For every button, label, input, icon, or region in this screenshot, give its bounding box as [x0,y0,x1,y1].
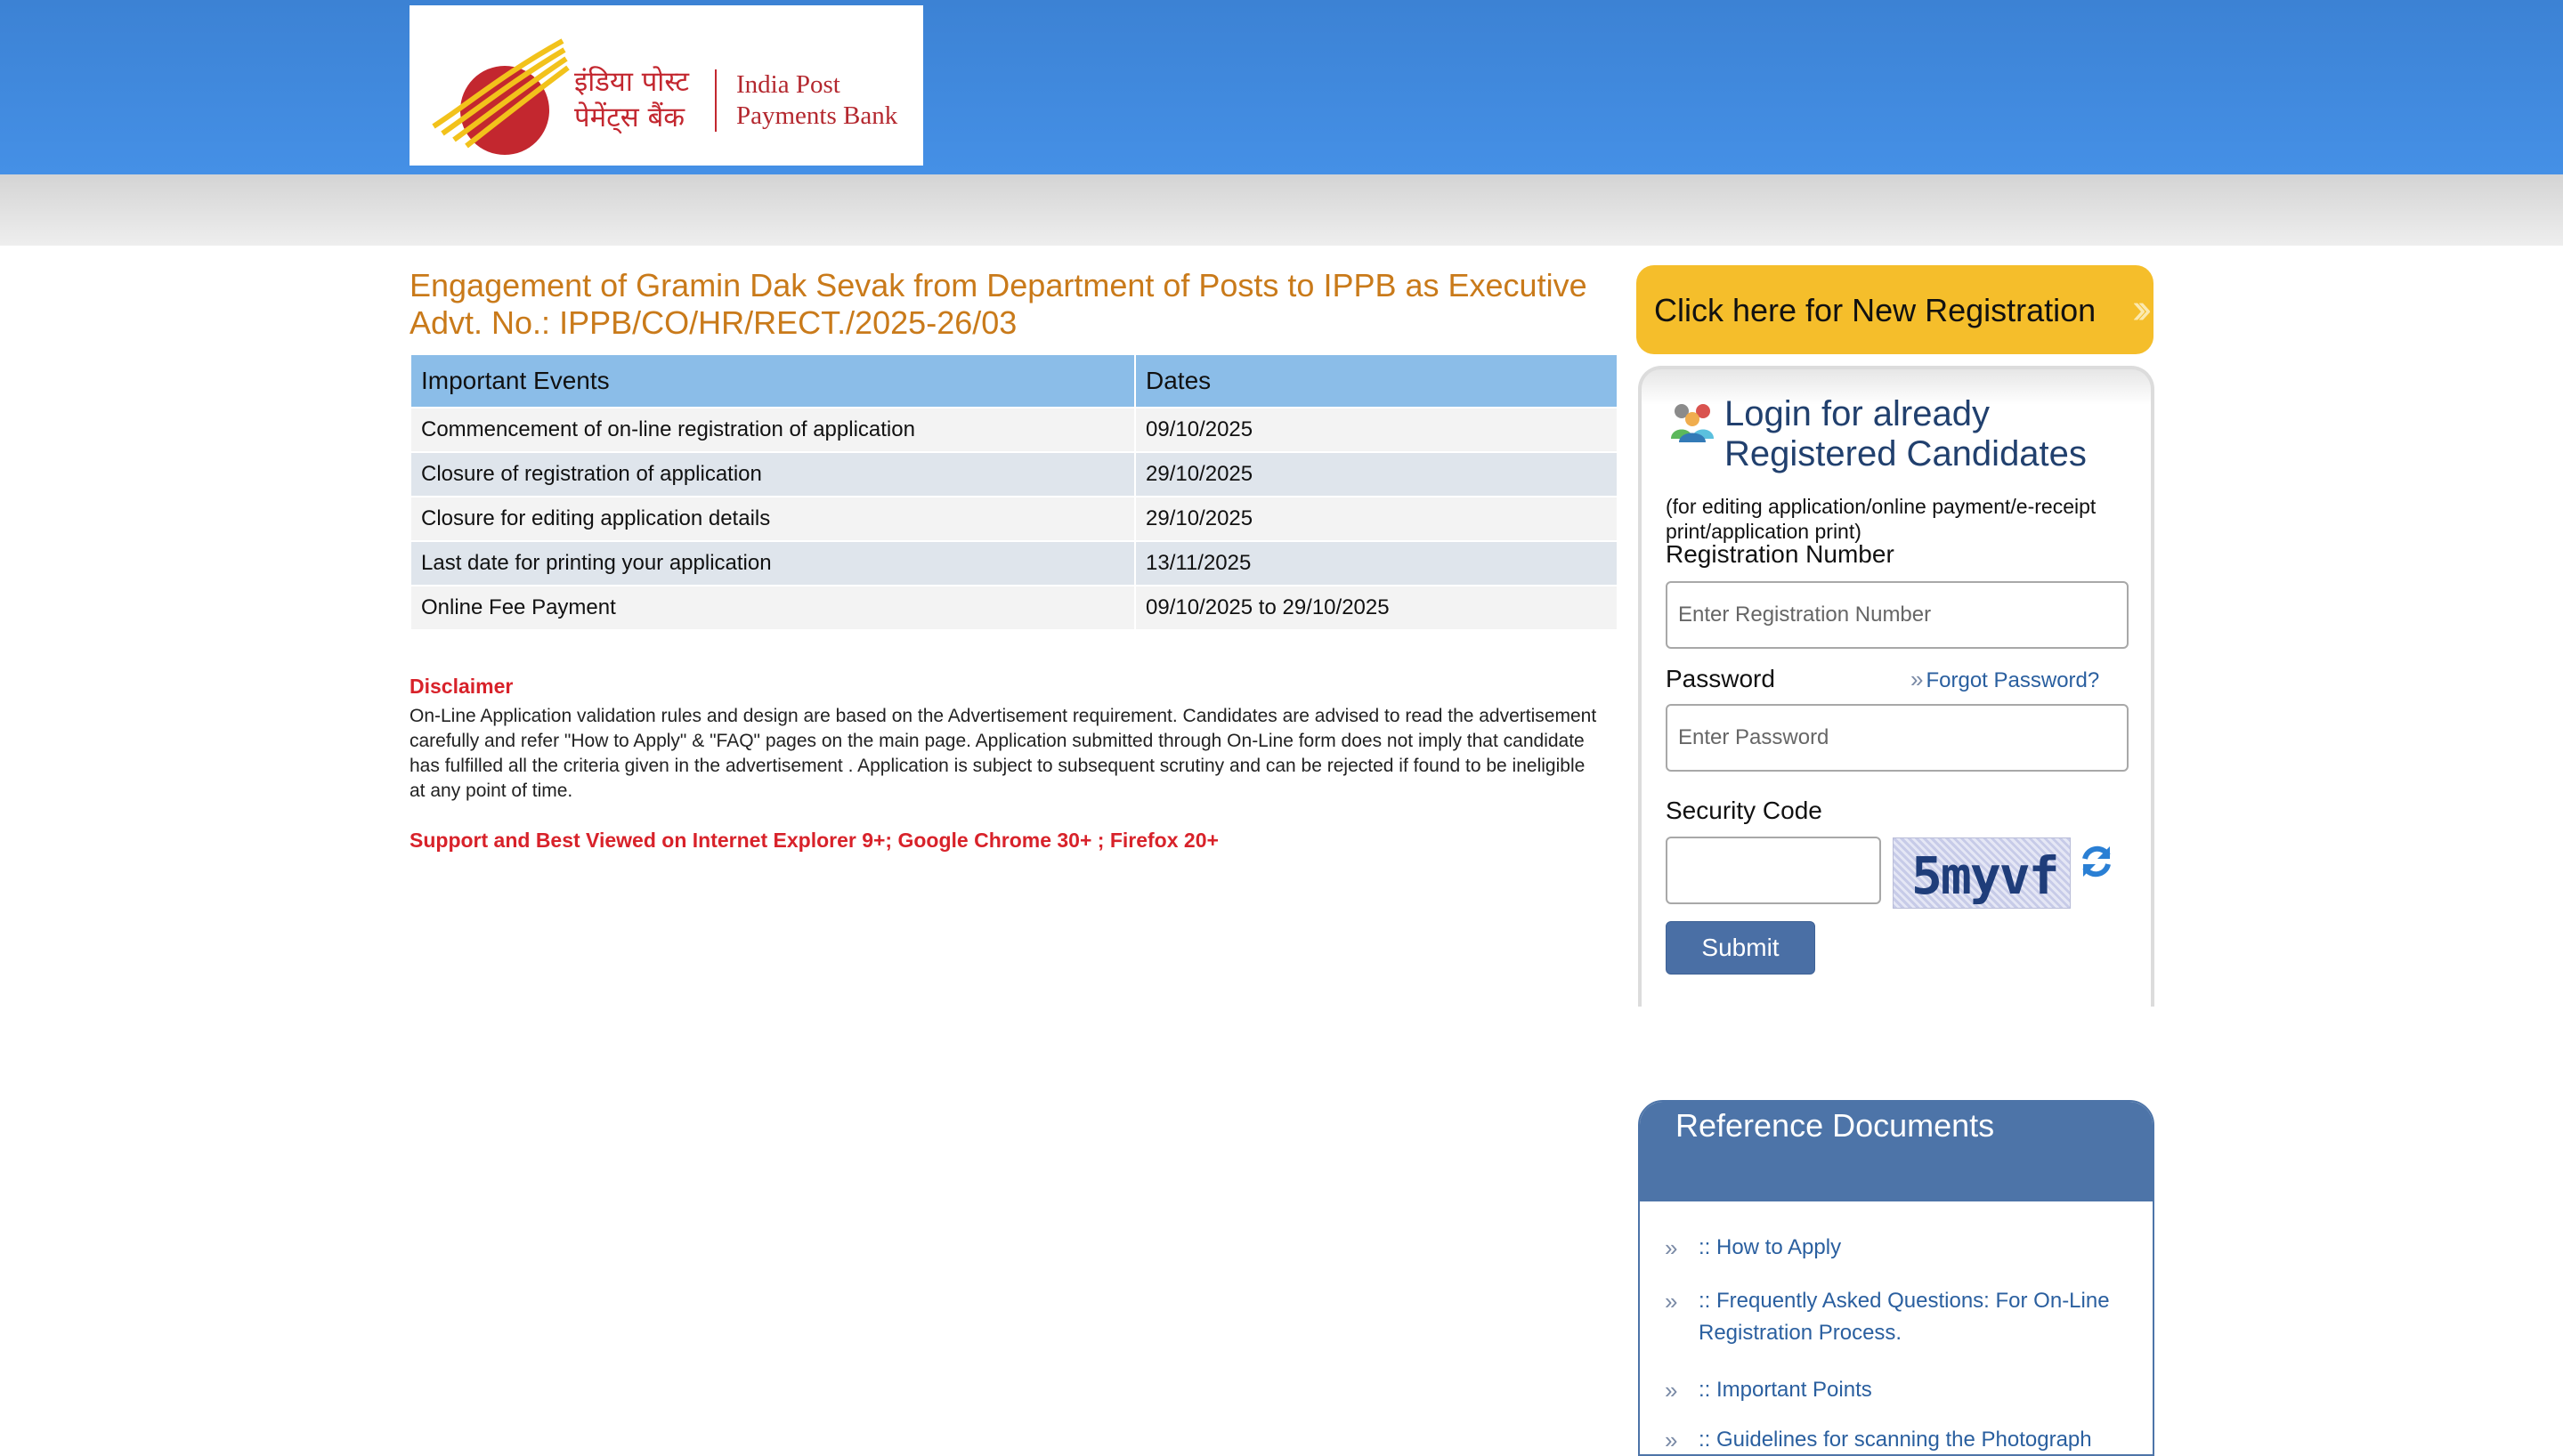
reference-link-important-points[interactable]: :: Important Points [1699,1378,1872,1402]
password-label: Password [1666,665,1775,692]
double-chevron-right-icon: » [1665,1288,1674,1314]
page-title-line1: Engagement of Gramin Dak Sevak from Department of Posts to IPPB as Executive [410,267,1587,303]
site-header [0,0,2563,174]
date-cell: 29/10/2025 [1136,453,1617,496]
disclaimer-title: Disclaimer [410,675,514,698]
table-row [411,542,1617,585]
column-header-dates: Dates [1136,355,1617,407]
logo-english-text [736,69,897,132]
captcha-text: 5myvf [1911,845,2058,906]
reference-item[interactable] [1665,1374,2110,1406]
ippb-logo[interactable] [410,5,923,166]
event-cell: Last date for printing your application [411,542,1134,585]
reference-link-faq[interactable]: :: Frequently Asked Questions: For On-Line Registration Process. [1699,1289,2110,1345]
logo-hindi-line1: इंडिया पोस्ट [574,66,690,98]
logo-hindi-text [574,64,689,135]
event-cell: Online Fee Payment [411,586,1134,629]
double-chevron-right-icon: » [1665,1377,1674,1403]
double-chevron-right-icon: ›› [2132,286,2143,333]
security-code-label: Security Code [1666,797,1822,824]
login-title [1724,394,2087,474]
date-cell: 13/11/2025 [1136,542,1617,585]
users-icon [1668,400,1716,442]
forgot-password-link[interactable] [1910,666,2099,693]
refresh-captcha-icon[interactable] [2078,843,2115,880]
disclaimer-text: On-Line Application validation rules and design are based on the Advertisement requirement. Candidates are advised to read the advertisement carefully and refer "How to Apply" & "FAQ" pages on the main page. Application submitted through On-Line form does not imply that candidate has fulfilled all the criteria given in the advertisement . Application is subject to subsequent scrutiny and can be rejected if found to be ineligible at any point of time. [410,706,1597,801]
reference-documents-header [1640,1102,2153,1201]
reference-item[interactable] [1665,1424,2110,1456]
ippb-logo-icon [429,21,572,155]
reference-documents-panel [1638,1100,2154,1456]
table-row [411,586,1617,629]
reference-item[interactable] [1665,1232,2110,1264]
double-chevron-right-icon: » [1665,1427,1674,1453]
reference-link-how-to-apply[interactable]: :: How to Apply [1699,1235,1842,1259]
table-row [411,453,1617,496]
table-header-row [411,355,1617,407]
important-events-table [410,353,1618,631]
logo-divider [715,69,717,132]
date-cell: 29/10/2025 [1136,497,1617,540]
login-panel [1638,366,2154,1007]
logo-hindi-line2: पेमेंट्स बैंक [574,101,685,133]
nav-bar [0,174,2563,246]
table-row [411,497,1617,540]
double-chevron-right-icon: » [1665,1234,1674,1261]
reference-documents-title: Reference Documents [1675,1107,1995,1144]
registration-number-label: Registration Number [1666,540,1894,568]
reference-item[interactable] [1665,1285,2110,1349]
password-input[interactable] [1666,704,2129,772]
new-registration-button[interactable] [1636,265,2153,354]
captcha-image [1893,837,2071,909]
page-title [410,267,1620,342]
event-cell: Closure of registration of application [411,453,1134,496]
table-row [411,408,1617,451]
login-title-line2: Registered Candidates [1724,434,2087,473]
forgot-password-label: Forgot Password? [1926,668,2100,692]
column-header-events: Important Events [411,355,1134,407]
event-cell: Closure for editing application details [411,497,1134,540]
registration-number-input[interactable] [1666,581,2129,649]
security-code-input[interactable] [1666,837,1881,904]
date-cell: 09/10/2025 [1136,408,1617,451]
login-subtitle: (for editing application/online payment/e-receipt print/application print) [1666,495,2097,543]
login-title-line1: Login for already [1724,394,1990,433]
event-cell: Commencement of on-line registration of application [411,408,1134,451]
logo-english-line1: India Post [736,70,840,99]
submit-button[interactable]: Submit [1666,921,1815,975]
double-chevron-right-icon: » [1910,666,1919,692]
advertisement-number: Advt. No.: IPPB/CO/HR/RECT./2025-26/03 [410,304,1018,341]
browser-support-note: Support and Best Viewed on Internet Explorer 9+; Google Chrome 30+ ; Firefox 20+ [410,829,1219,852]
new-registration-label: Click here for New Registration [1654,292,2097,328]
date-cell: 09/10/2025 to 29/10/2025 [1136,586,1617,629]
reference-link-photo-guidelines[interactable]: :: Guidelines for scanning the Photograph [1699,1428,2092,1452]
logo-english-line2: Payments Bank [736,101,898,130]
